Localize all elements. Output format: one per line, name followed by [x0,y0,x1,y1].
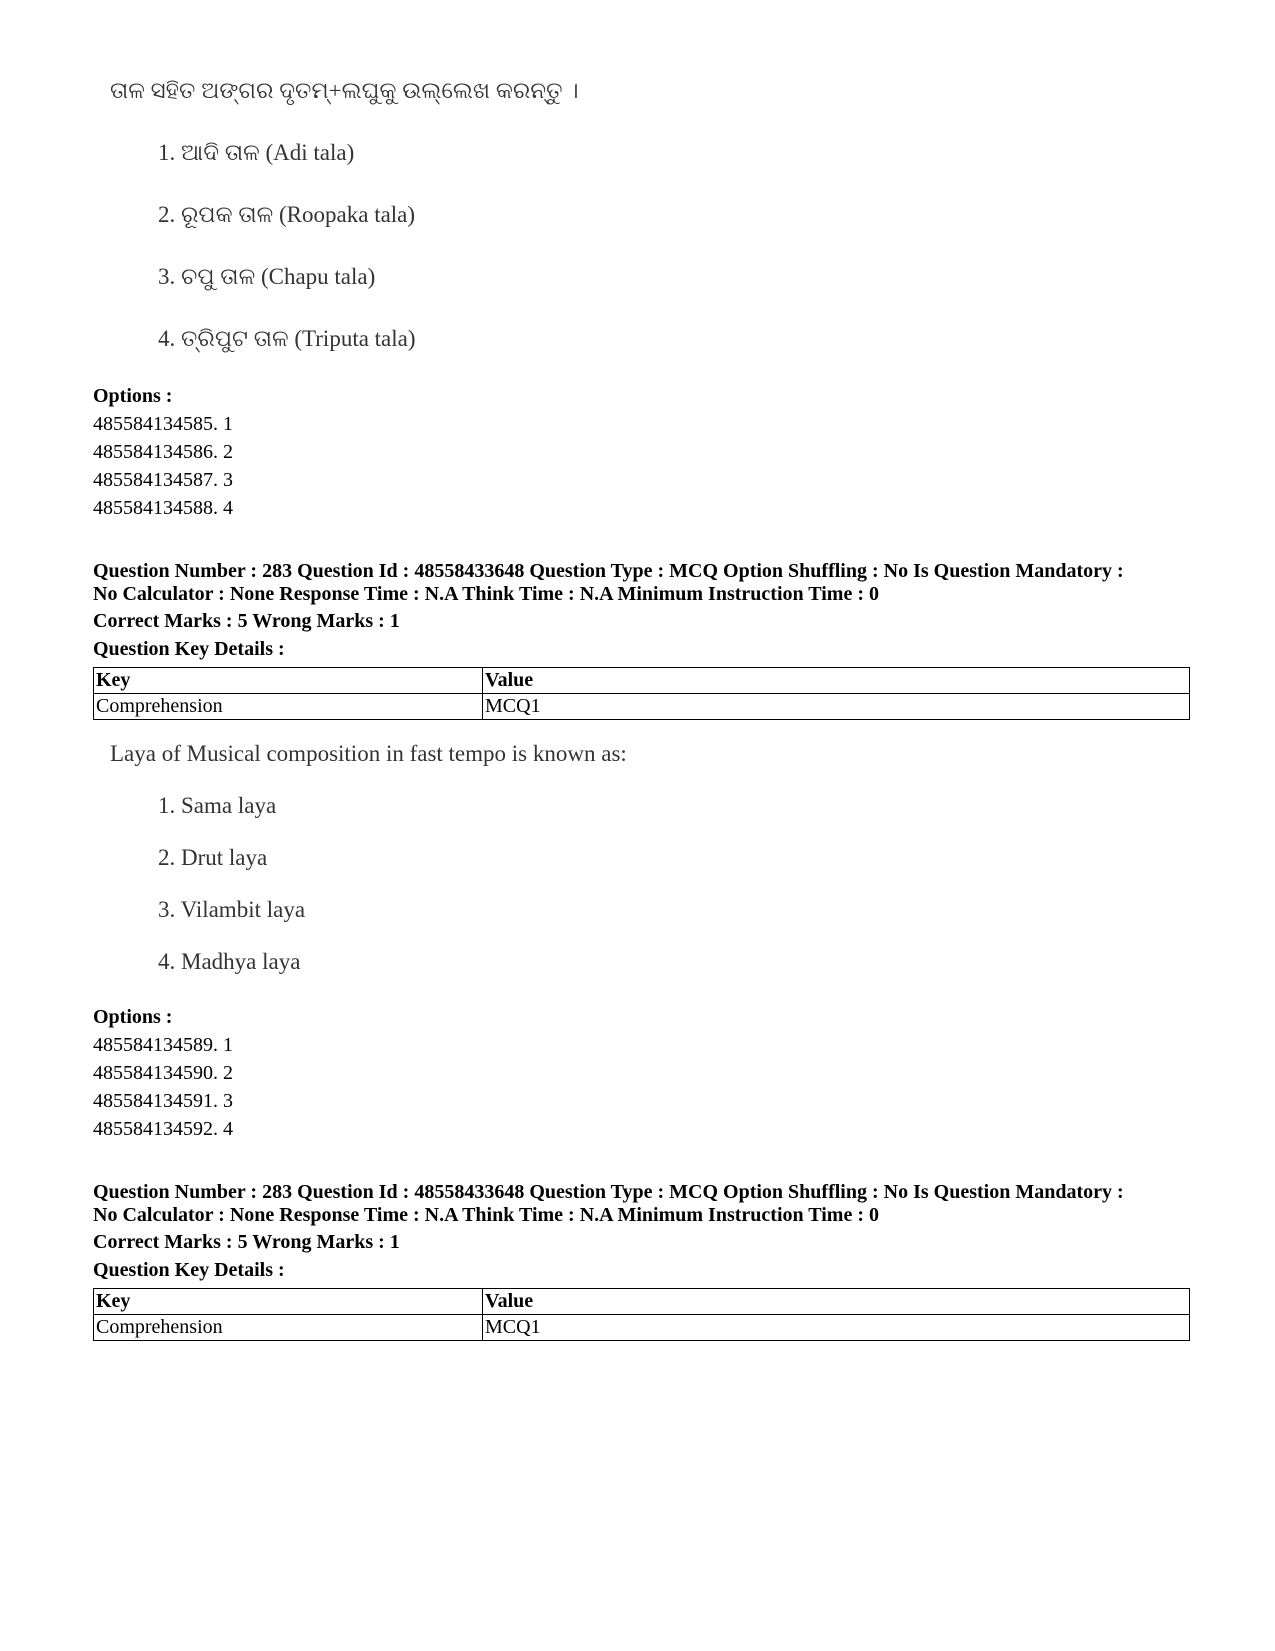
option-id-line: 485584134585. 1 [93,413,233,435]
choice-1: 1. ଆଦି ତାଳ (Adi tala) [158,140,355,165]
table-cell-value: MCQ1 [483,1315,1190,1341]
option-id-line: 485584134588. 4 [93,497,233,519]
question-stem: ତାଳ ସହିତ ଅଙ୍ଗର ଦୃତମ୍+ଲଘୁକୁ ଉଲ୍ଲେଖ କରନ୍ତୁ । [110,78,579,103]
choice-4: 4. ତ୍ରିପୁଟ ତାଳ (Triputa tala) [158,326,416,351]
question-meta-line-1: Question Number : 283 Question Id : 48558433648 Question Type : MCQ Option Shuffling : No Is Question Mandatory : [93,1181,1124,1203]
options-label: Options : [93,385,173,407]
key-details-label: Question Key Details : [93,1259,285,1281]
choice-2: 2. ରୂପକ ତାଳ (Roopaka tala) [158,202,416,227]
table-header-value: Value [483,1289,1190,1315]
choice-3: 3. ଚପୁ ତାଳ (Chapu tala) [158,264,376,289]
option-id-line: 485584134590. 2 [93,1062,233,1084]
table-cell-key: Comprehension [94,694,483,720]
choice-4: 4. Madhya laya [158,949,301,974]
option-id-line: 485584134586. 2 [93,441,233,463]
question-meta-line-1: Question Number : 283 Question Id : 48558433648 Question Type : MCQ Option Shuffling : No Is Question Mandatory : [93,560,1124,582]
question-stem: Laya of Musical composition in fast tempo is known as: [110,741,627,766]
question-meta-line-2: No Calculator : None Response Time : N.A Think Time : N.A Minimum Instruction Time : 0 [93,1204,879,1226]
marks-line: Correct Marks : 5 Wrong Marks : 1 [93,610,400,632]
option-id-line: 485584134592. 4 [93,1118,233,1140]
question-image-odia [110,78,630,368]
key-details-table [93,667,1190,720]
option-id-line: 485584134587. 3 [93,469,233,491]
table-header-key: Key [94,668,483,694]
table-header-row [94,668,1190,694]
table-row [94,694,1190,720]
option-id-line: 485584134589. 1 [93,1034,233,1056]
key-details-label: Question Key Details : [93,638,285,660]
question-image-english [110,741,670,981]
choice-1: 1. Sama laya [158,793,277,818]
key-details-table [93,1288,1190,1341]
choice-3: 3. Vilambit laya [158,897,306,922]
marks-line: Correct Marks : 5 Wrong Marks : 1 [93,1231,400,1253]
table-row [94,1315,1190,1341]
table-header-value: Value [483,668,1190,694]
table-cell-value: MCQ1 [483,694,1190,720]
choice-2: 2. Drut laya [158,845,268,870]
options-label: Options : [93,1006,173,1028]
table-cell-key: Comprehension [94,1315,483,1341]
option-id-line: 485584134591. 3 [93,1090,233,1112]
question-meta-line-2: No Calculator : None Response Time : N.A Think Time : N.A Minimum Instruction Time : 0 [93,583,879,605]
table-header-key: Key [94,1289,483,1315]
table-header-row [94,1289,1190,1315]
